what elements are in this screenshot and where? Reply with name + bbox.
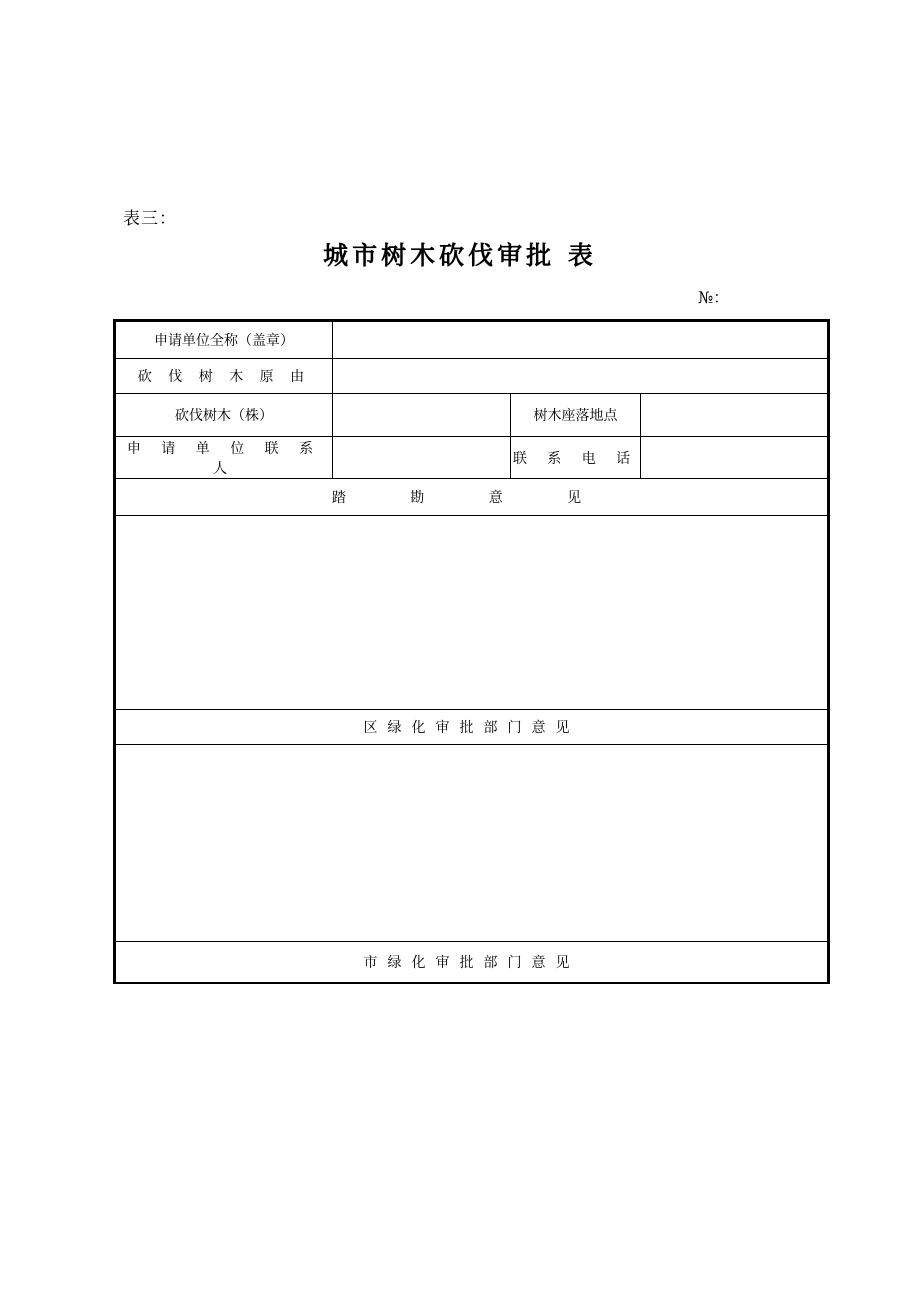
approval-form-table (113, 319, 830, 984)
table-label: 表三： (123, 209, 177, 229)
survey-opinion-field[interactable] (115, 516, 829, 710)
district-opinion-field[interactable] (115, 745, 829, 942)
tree-count-field[interactable] (333, 394, 511, 437)
city-opinion-heading: 市绿化审批部门意见 (115, 942, 829, 984)
applicant-unit-field[interactable] (333, 321, 829, 359)
survey-opinion-heading: 踏 勘 意 见 (115, 479, 829, 516)
table-row (115, 359, 829, 394)
tree-location-field[interactable] (641, 394, 829, 437)
table-row (115, 710, 829, 745)
applicant-unit-label: 申请单位全称（盖章） (115, 321, 333, 359)
table-row (115, 516, 829, 710)
contact-person-field[interactable] (333, 437, 511, 479)
cutting-reason-label: 砍 伐 树 木 原 由 (115, 359, 333, 394)
document-number-label: №： (698, 288, 730, 307)
page-title: 城市树木砍伐审批 表 (323, 241, 597, 270)
table-row (115, 321, 829, 359)
table-row (115, 745, 829, 942)
tree-location-label: 树木座落地点 (511, 394, 641, 437)
cutting-reason-field[interactable] (333, 359, 829, 394)
table-row (115, 394, 829, 437)
phone-label: 联 系 电 话 (511, 437, 641, 479)
table-row (115, 942, 829, 984)
tree-count-label: 砍伐树木（株） (115, 394, 333, 437)
district-opinion-heading: 区绿化审批部门意见 (115, 710, 829, 745)
table-row (115, 479, 829, 516)
table-row (115, 437, 829, 479)
contact-person-label: 申 请 单 位 联 系 人 (115, 437, 333, 479)
phone-field[interactable] (641, 437, 829, 479)
